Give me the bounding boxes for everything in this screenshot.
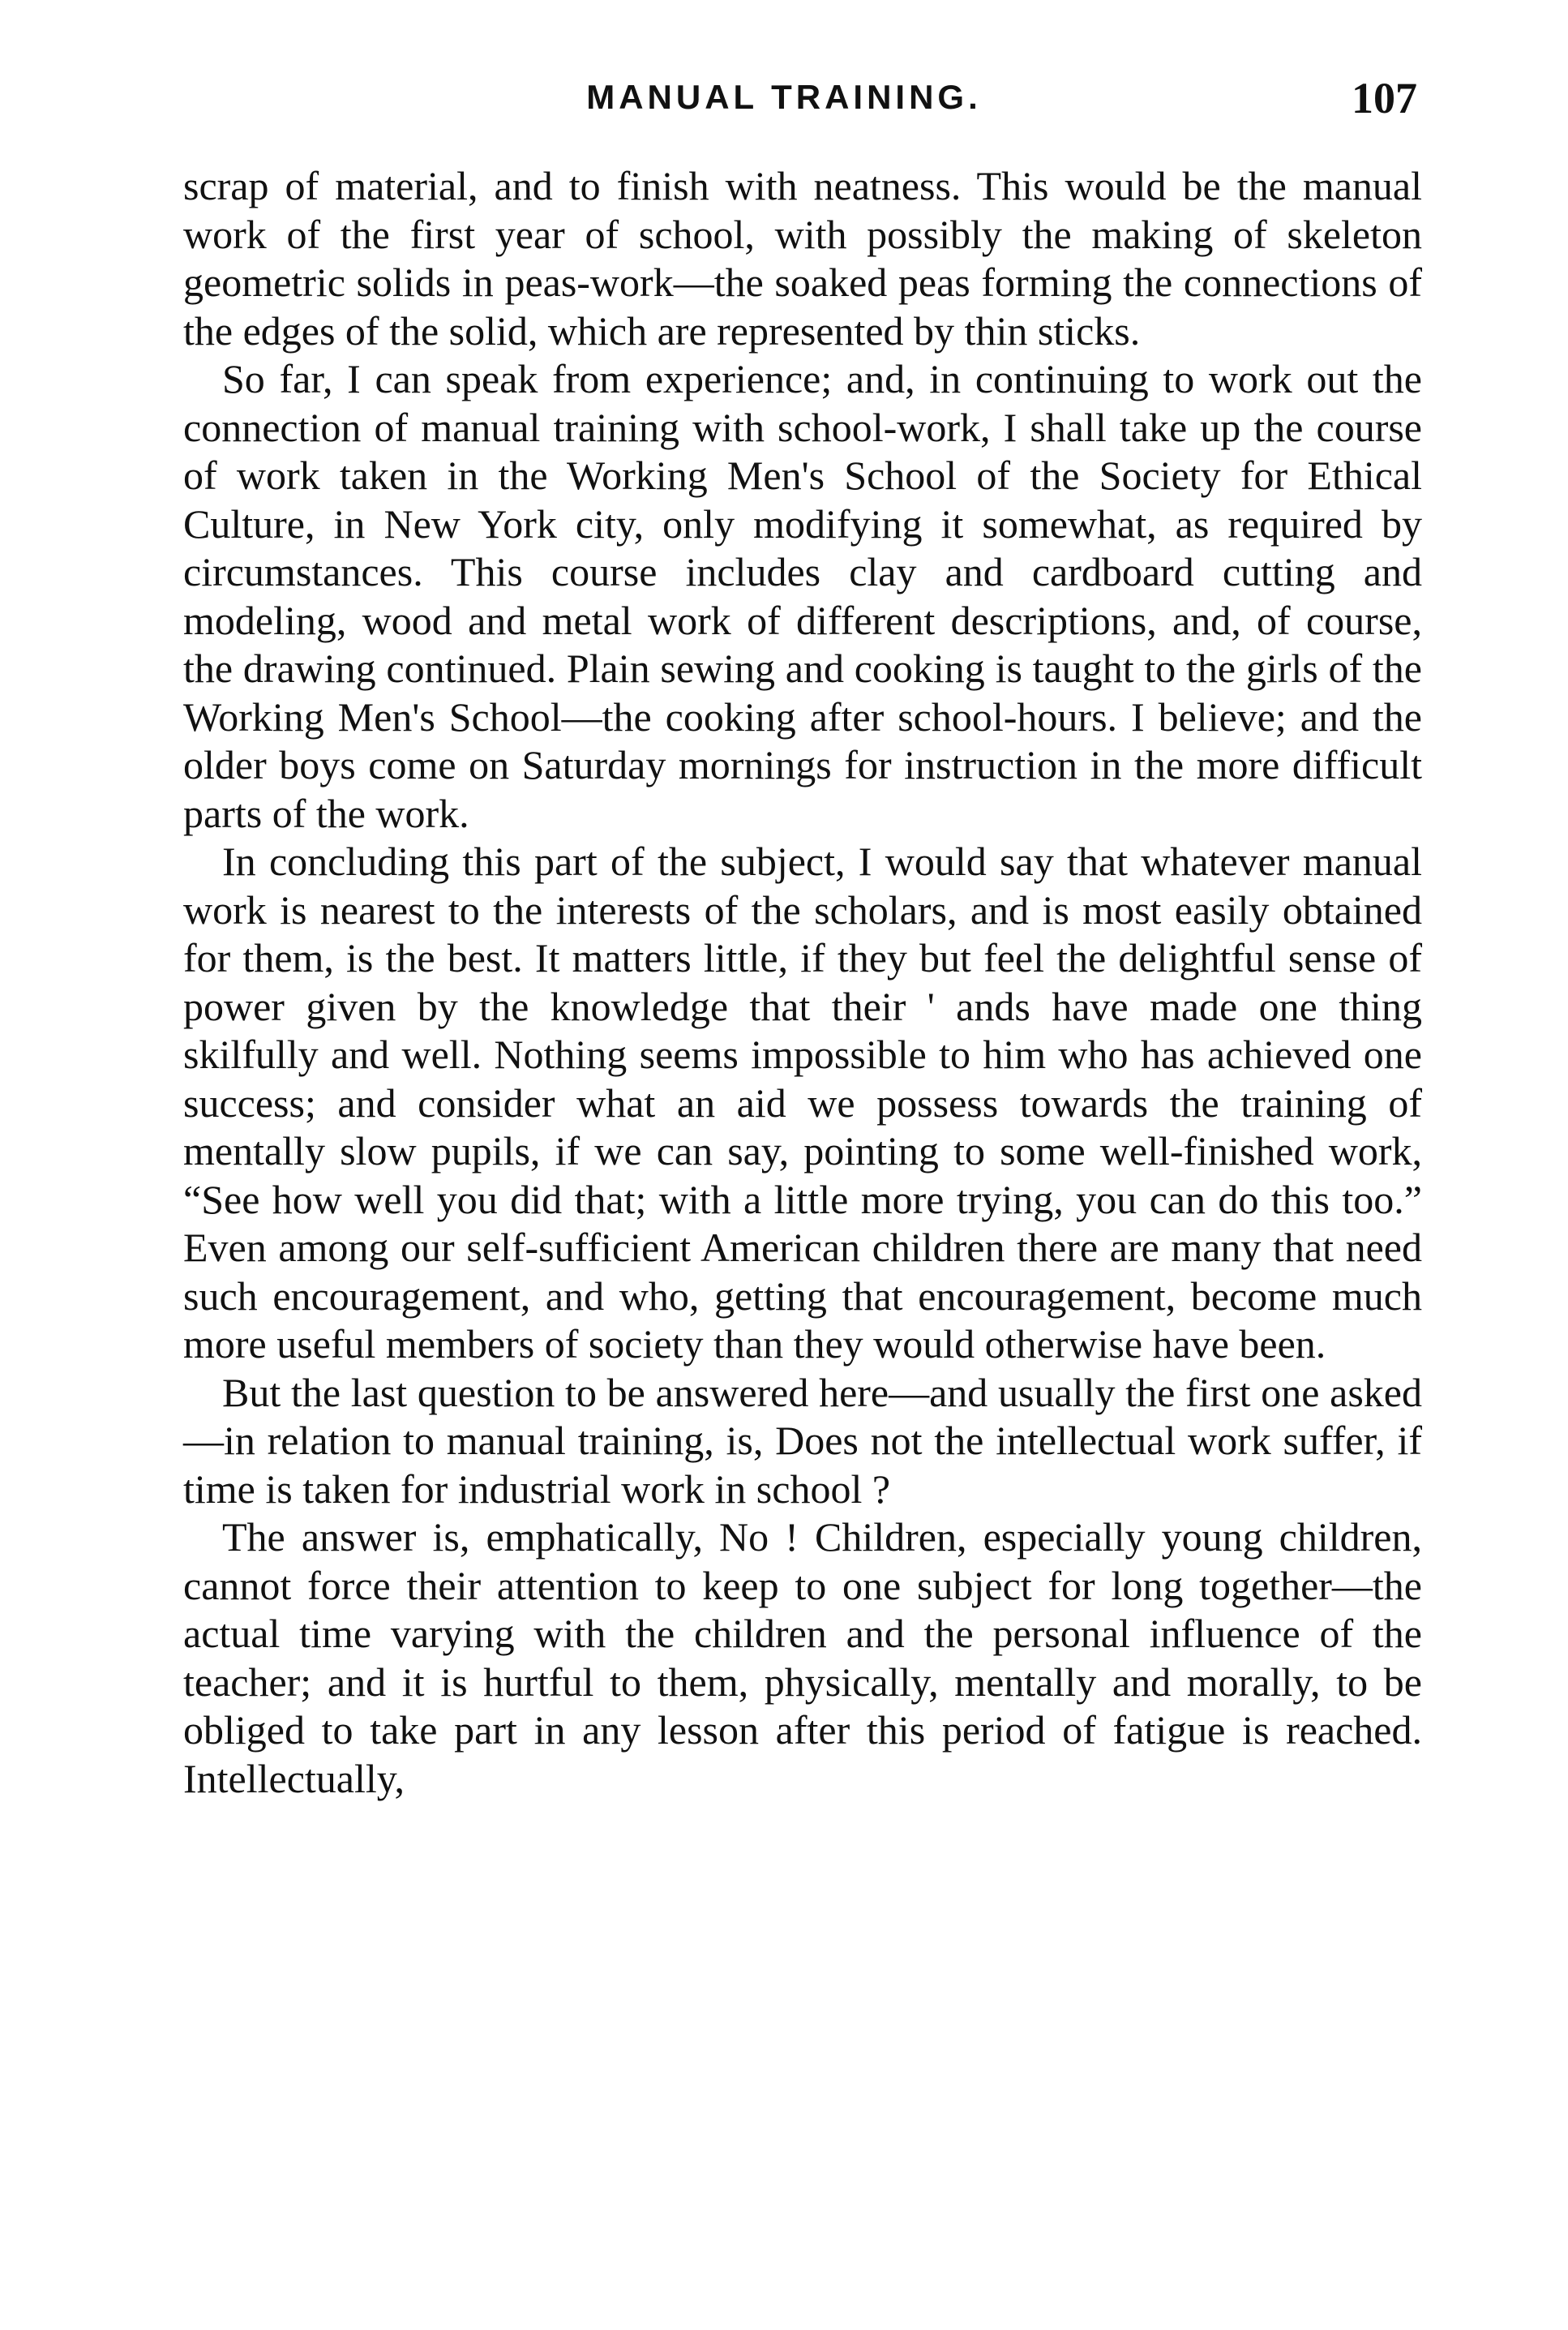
- paragraph: So far, I can speak from experience; and, in continuing to work out the connection of manual training with school-work, I shall take up the course of work taken in the Working Men's School of the Society for Ethical Culture, in New York city, only modifying it somewhat, as required by circumstances. This course includes clay and cardboard cutting and modeling, wood and metal work of different descriptions, and, of course, the drawing continued. Plain sewing and cooking is taught to the girls of the Working Men's School—the cooking after school-hours. I believe; and the older boys come on Saturday mornings for instruction in the more difficult parts of the work.: [183, 356, 1422, 836]
- running-title: MANUAL TRAINING.: [586, 78, 982, 116]
- paragraph: The answer is, emphatically, No ! Children, especially young children, cannot force their attention to keep to one subject for long together—the actual time varying with the children and the personal influence of the teacher; and it is hurtful to them, physically, mentally and morally, to be obliged to take part in any lesson after this period of fatigue is reached. Intellectually,: [183, 1514, 1422, 1801]
- running-head: [0, 74, 1568, 135]
- paragraph: But the last question to be answered here—and usually the first one asked—in relation to manual training, is, Does not the intellectual work suffer, if time is taken for industrial work in school ?: [183, 1369, 1422, 1512]
- paragraph-continued: scrap of material, and to finish with neatness. This would be the manual work of the first year of school, with possibly the making of skeleton geometric solids in peas-work—the soaked peas forming the connections of the edges of the solid, which are represented by thin sticks.: [183, 163, 1422, 354]
- paragraph: In concluding this part of the subject, I would say that whatever manual work is nearest to the interests of the scholars, and is most easily obtained for them, is the best. It matters little, if they but feel the delightful sense of power given by the knowledge that their ' ands have made one thing skilfully and well. Nothing seems impossible to him who has achieved one success; and consider what an aid we possess towards the training of mentally slow pupils, if we can say, pointing to some well-finished work, “See how well you did that; with a little more trying, you can do this too.” Even among our self-sufficient American children there are many that need such encouragement, and who, getting that encouragement, become much more useful members of society than they would otherwise have been.: [183, 839, 1422, 1367]
- body-text: [183, 162, 1422, 1803]
- page-number: 107: [1352, 74, 1417, 122]
